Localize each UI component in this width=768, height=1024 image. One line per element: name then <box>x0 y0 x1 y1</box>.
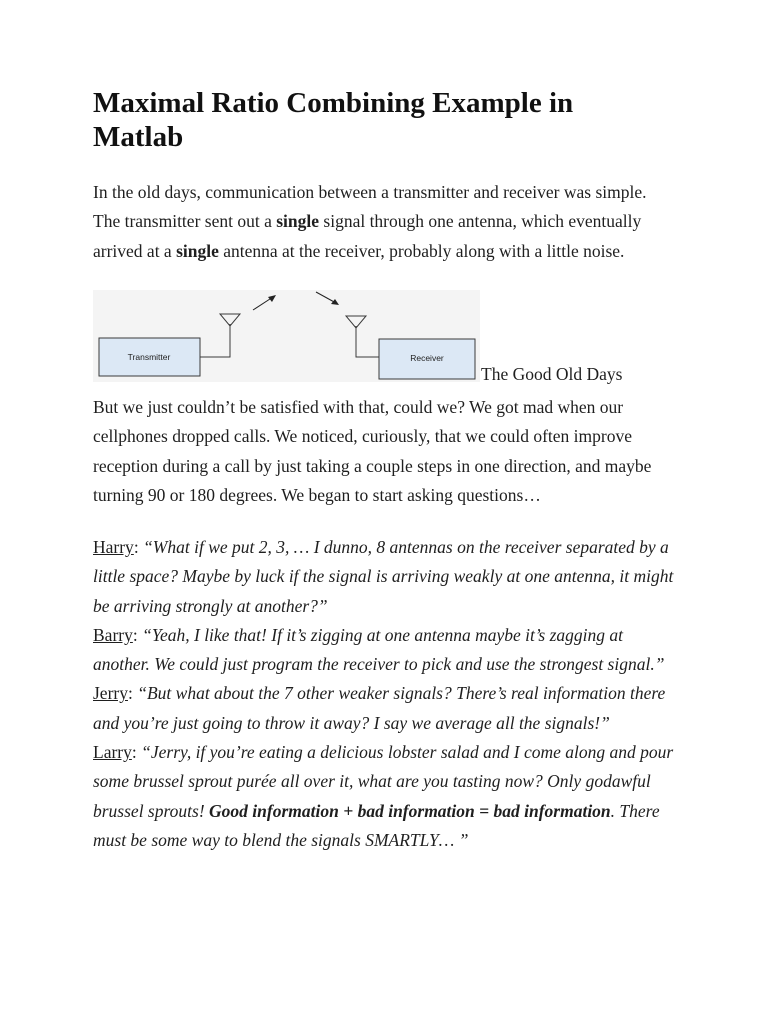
dialogue-line-jerry: Jerry: “But what about the 7 other weaker signals? There’s real information there and you’re just going to throw it away? I say we average all the signals!” <box>93 683 666 733</box>
speaker-name: Barry <box>93 624 133 645</box>
intro-bold-2: single <box>176 240 219 261</box>
questions-paragraph: But we just couldn’t be satisfied with that, could we? We got mad when our cellphones dropped calls. We noticed, curiously, that we could often improve reception during a call by just taking a couple steps in one direction, and maybe turning 90 or 180 degrees. We began to start asking questions… <box>93 397 652 505</box>
intro-text-2: signal through one antenna, which eventually arrived at a <box>93 211 642 261</box>
receiver-label: Receiver <box>410 353 444 363</box>
speaker-name: Larry <box>93 742 132 763</box>
intro-text-1: In the old days, communication between a transmitter and receiver was simple. The transmitter sent out a <box>93 182 647 232</box>
quote-bold-part: Good information + bad information = bad information <box>209 800 611 821</box>
figure-caption: The Good Old Days <box>481 364 623 384</box>
transmitter-label: Transmitter <box>127 352 171 362</box>
figure-row <box>93 290 683 384</box>
transmitter-receiver-diagram <box>93 290 480 382</box>
intro-bold-1: single <box>276 211 320 232</box>
dialogue <box>93 533 683 855</box>
page-title: Maximal Ratio Combining Example in Matlab <box>93 87 574 153</box>
dialogue-line-harry: Harry: “What if we put 2, 3, … I dunno, 8 antennas on the receiver separated by a little space? Maybe by luck if the signal is arriving weakly at one antenna, it might be arriving strongly at another?” <box>93 537 674 616</box>
speaker-name: Jerry <box>93 683 128 704</box>
dialogue-line-larry: Larry: “Jerry, if you’re eating a delicious lobster salad and I come along and pour some brussel sprout purée all over it, what are you tasting now? Only godawful brussel sprouts! Good information + bad information = bad information. There must be some way to blend the signals SMARTLY… ” <box>93 742 674 850</box>
intro-text-3: antenna at the receiver, probably along with a little noise. <box>218 240 625 261</box>
quote-part-2: . There must be some way to blend the signals SMARTLY… ” <box>93 800 660 850</box>
speaker-name: Harry <box>93 537 134 557</box>
speaker-quote: “Yeah, I like that! If it’s zigging at one antenna maybe it’s zagging at another. We could just program the receiver to pick and use the strongest signal.” <box>93 624 665 675</box>
intro-paragraph <box>93 178 668 266</box>
speaker-quote <box>93 742 673 850</box>
speaker-quote: “What if we put 2, 3, … I dunno, 8 antennas on the receiver separated by a little space? Maybe by luck if the signal is arriving weakly at one antenna, it might be arriving strongly at another?” <box>93 537 674 616</box>
speaker-quote: “But what about the 7 other weaker signals? There’s real information there and you’re just going to throw it away? I say we average all the signals!” <box>93 683 666 733</box>
dialogue-line-barry: Barry: “Yeah, I like that! If it’s zigging at one antenna maybe it’s zagging at another. We could just program the receiver to pick and use the strongest signal.” <box>93 624 665 675</box>
quote-part-1: “Jerry, if you’re eating a delicious lobster salad and I come along and pour some brussel sprout purée all over it, what are you tasting now? Only godawful brussel sprouts! <box>93 742 674 821</box>
